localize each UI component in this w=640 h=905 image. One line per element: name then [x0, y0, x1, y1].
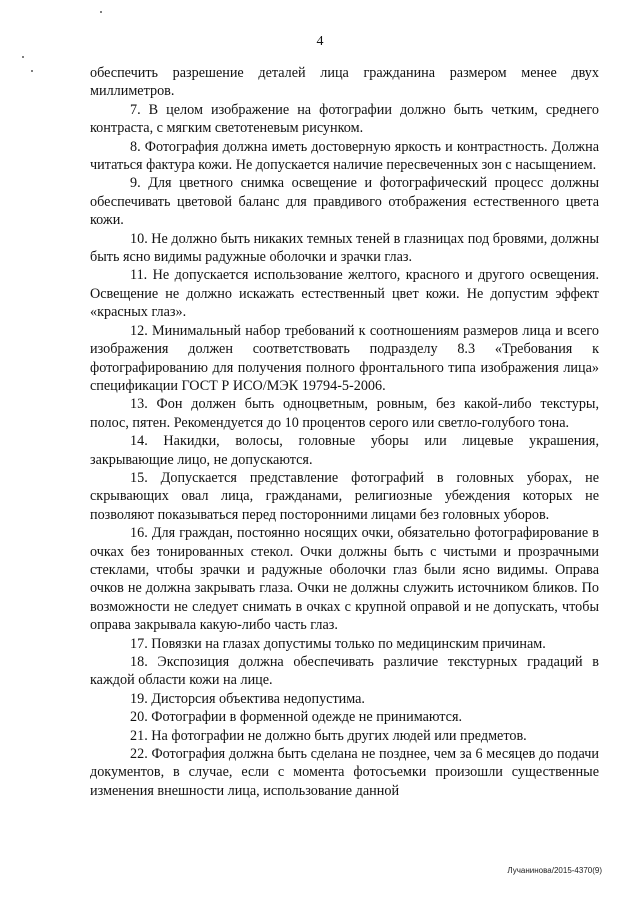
paragraph-continuation: обеспечить разрешение деталей лица гражданина размером менее двух миллиметров.	[90, 65, 599, 100]
paragraph-19: 19. Дисторсия объектива недопустима.	[130, 690, 365, 707]
paragraph-17: 17. Повязки на глазах допустимы только по медицинским причинам.	[130, 635, 546, 652]
footer-code: Лучанинова/2015-4370(9)	[507, 866, 602, 875]
paragraph-12: 12. Минимальный набор требований к соотношениям размеров лица и всего изображения должен соответствовать подразделу 8.3 «Требования к фотографированию для получения полного фронтального типа изображения лица» спецификации ГОСТ Р ИСО/МЭК 19794-5-2006.	[90, 322, 599, 394]
paragraph-14: 14. Накидки, волосы, головные уборы или лицевые украшения, закрывающие лицо, не допускаются.	[90, 433, 599, 468]
paragraph-21: 21. На фотографии не должно быть других людей или предметов.	[130, 727, 527, 744]
page-number: 4	[316, 34, 324, 49]
paragraph-10: 10. Не должно быть никаких темных теней в глазницах под бровями, должны быть ясно видимы радужные оболочки и зрачки глаз.	[90, 230, 599, 266]
paragraph-11: 11. Не допускается использование желтого, красного и другого освещения. Освещение не должно искажать естественный цвет кожи. Не допустим эффект «красных глаз».	[90, 267, 599, 321]
paragraph-16: 16. Для граждан, постоянно носящих очки, обязательно фотографирование в очках без тонированных стекол. Очки должны быть с чистыми и прозрачными стеклами, чтобы зрачки и радужные оболочки глаз были ясно видимы. Оправа очков не должна закрывать глаза. Очки не должны служить источником бликов. По возможности не следует снимать в очках с крупной оправой и не допускать, чтобы оправа закрывала какую-либо часть глаз.	[90, 525, 599, 634]
scan-speck	[22, 56, 24, 58]
scan-speck	[31, 70, 33, 72]
paragraph-8: 8. Фотография должна иметь достоверную яркость и контрастность. Должна читаться фактура кожи. Не допускается наличие пересвеченных зон с насыщением.	[90, 138, 599, 174]
paragraph-9: 9. Для цветного снимка освещение и фотографический процесс должны обеспечивать цветовой баланс для правдивого отображения естественного цвета кожи.	[90, 175, 599, 229]
paragraph-20: 20. Фотографии в форменной одежде не принимаются.	[130, 709, 463, 726]
paragraph-18: 18. Экспозиция должна обеспечивать различие текстурных градаций в каждой области кожи на лице.	[90, 654, 599, 689]
paragraph-22: 22. Фотография должна быть сделана не позднее, чем за 6 месяцев до подачи документов, в случае, если с момента фотосъемки произошли существенные изменения внешности лица, использование данной	[90, 746, 599, 799]
paragraph-13: 13. Фон должен быть одноцветным, ровным, без какой-либо текстуры, полос, пятен. Рекомендуется до 10 процентов серого или светло-голубого тона.	[90, 396, 599, 431]
document-body	[90, 64, 599, 800]
paragraph-7: 7. В целом изображение на фотографии должно быть четким, среднего контраста, с мягким светотеневым рисунком.	[90, 101, 599, 137]
scan-speck	[100, 11, 102, 13]
paragraph-15: 15. Допускается представление фотографий в головных уборах, не скрывающих овал лица, гражданами, религиозные убеждения которых не позволяют показываться перед посторонними лицами без головных уборов.	[90, 469, 599, 523]
